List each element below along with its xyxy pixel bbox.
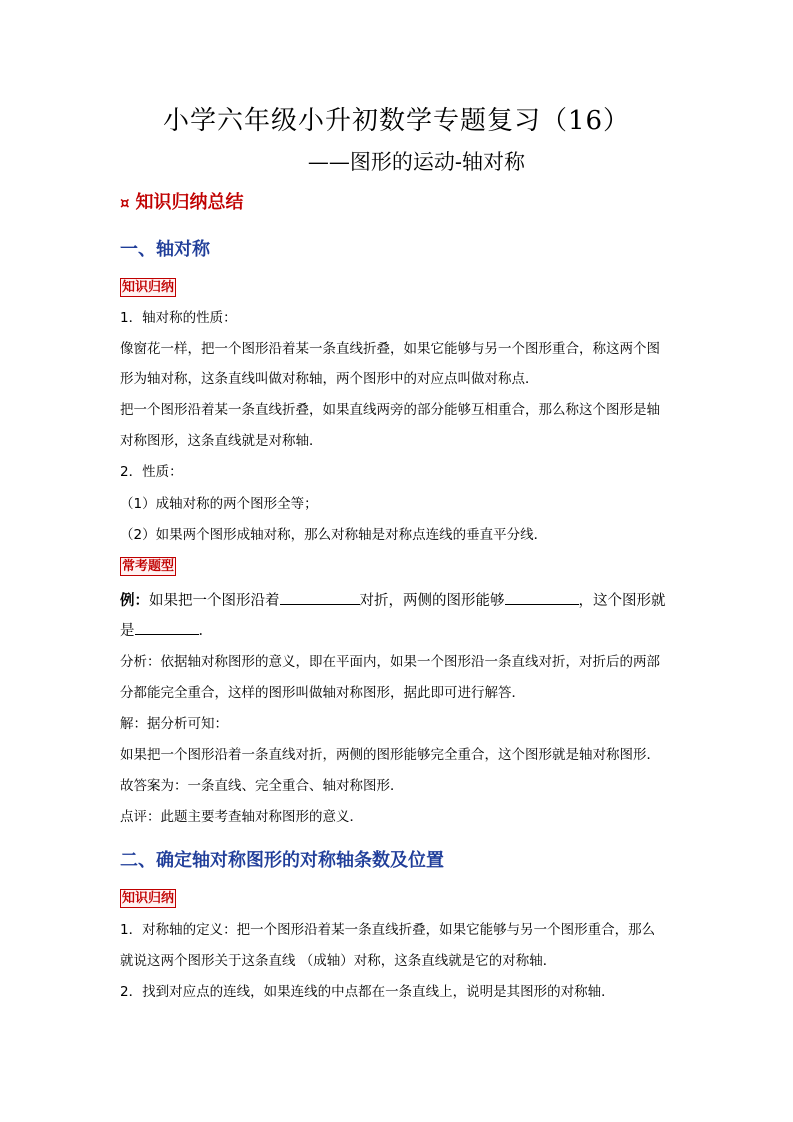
section-heading-1: 一、轴对称 bbox=[120, 239, 210, 260]
text-line: （1）成轴对称的两个图形全等； bbox=[120, 496, 318, 512]
text-line: 1．轴对称的性质： bbox=[120, 310, 237, 326]
knowledge-tag: 知识归纳 bbox=[122, 280, 175, 295]
exam-type-tag: 常考题型 bbox=[122, 559, 175, 574]
example-label: 例： bbox=[120, 593, 149, 609]
example-text: 如果把一个图形沿着 bbox=[149, 593, 280, 609]
summary-label: 知识归纳总结 bbox=[135, 192, 244, 213]
comment-line: 点评：此题主要考查轴对称图形的意义． bbox=[120, 809, 363, 825]
text-line: 2．找到对应点的连线，如果连线的中点都在一条直线上，说明是其图形的对称轴． bbox=[120, 984, 615, 1000]
example-text: 对折，两侧的图形能够 bbox=[359, 593, 505, 609]
analysis-line: 分都能完全重合，这样的图形叫做轴对称图形，据此即可进行解答． bbox=[120, 685, 525, 701]
solution-line: 如果把一个图形沿着一条直线对折，两侧的图形能够完全重合，这个图形就是轴对称图形． bbox=[120, 747, 660, 763]
answer-blank-2[interactable] bbox=[505, 590, 579, 605]
text-line: 2．性质： bbox=[120, 464, 183, 480]
text-line: 就说这两个图形关于这条直线 （成轴）对称，这条直线就是它的对称轴． bbox=[120, 953, 557, 969]
example-line-2 bbox=[120, 620, 680, 641]
example-text: 是 bbox=[120, 623, 135, 639]
page-subtitle: ——图形的运动-轴对称 bbox=[307, 150, 525, 174]
page-title: 小学六年级小升初数学专题复习（16） bbox=[162, 106, 631, 136]
answer-blank-3[interactable] bbox=[135, 620, 199, 635]
example-text: ，这个图形就 bbox=[578, 593, 666, 609]
text-line: 对称图形，这条直线就是对称轴． bbox=[120, 433, 323, 449]
knowledge-tag: 知识归纳 bbox=[122, 891, 175, 906]
text-line: 像窗花一样，把一个图形沿着某一条直线折叠，如果它能够与另一个图形重合，称这两个图 bbox=[120, 341, 660, 357]
summary-heading bbox=[120, 188, 244, 214]
answer-blank-1[interactable] bbox=[280, 590, 360, 605]
text-line: （2）如果两个图形成轴对称，那么对称轴是对称点连线的垂直平分线． bbox=[120, 527, 548, 543]
answer-line: 故答案为：一条直线、完全重合、轴对称图形． bbox=[120, 778, 404, 794]
solution-line: 解：据分析可知： bbox=[120, 716, 228, 732]
text-line: 形为轴对称，这条直线叫做对称轴，两个图形中的对应点叫做对称点． bbox=[120, 371, 539, 387]
section-heading-2: 二、确定轴对称图形的对称轴条数及位置 bbox=[120, 850, 444, 871]
text-line: 把一个图形沿着某一条直线折叠，如果直线两旁的部分能够互相重合，那么称这个图形是轴 bbox=[120, 402, 660, 418]
example-text: ． bbox=[198, 623, 213, 639]
text-line: 1．对称轴的定义：把一个图形沿着某一条直线折叠，如果它能够与另一个图形重合，那么 bbox=[120, 922, 656, 938]
example-line-1 bbox=[120, 590, 680, 611]
analysis-line: 分析：依据轴对称图形的意义，即在平面内，如果一个图形沿一条直线对折，对折后的两部 bbox=[120, 654, 660, 670]
currency-mark-icon: ¤ bbox=[120, 194, 130, 212]
